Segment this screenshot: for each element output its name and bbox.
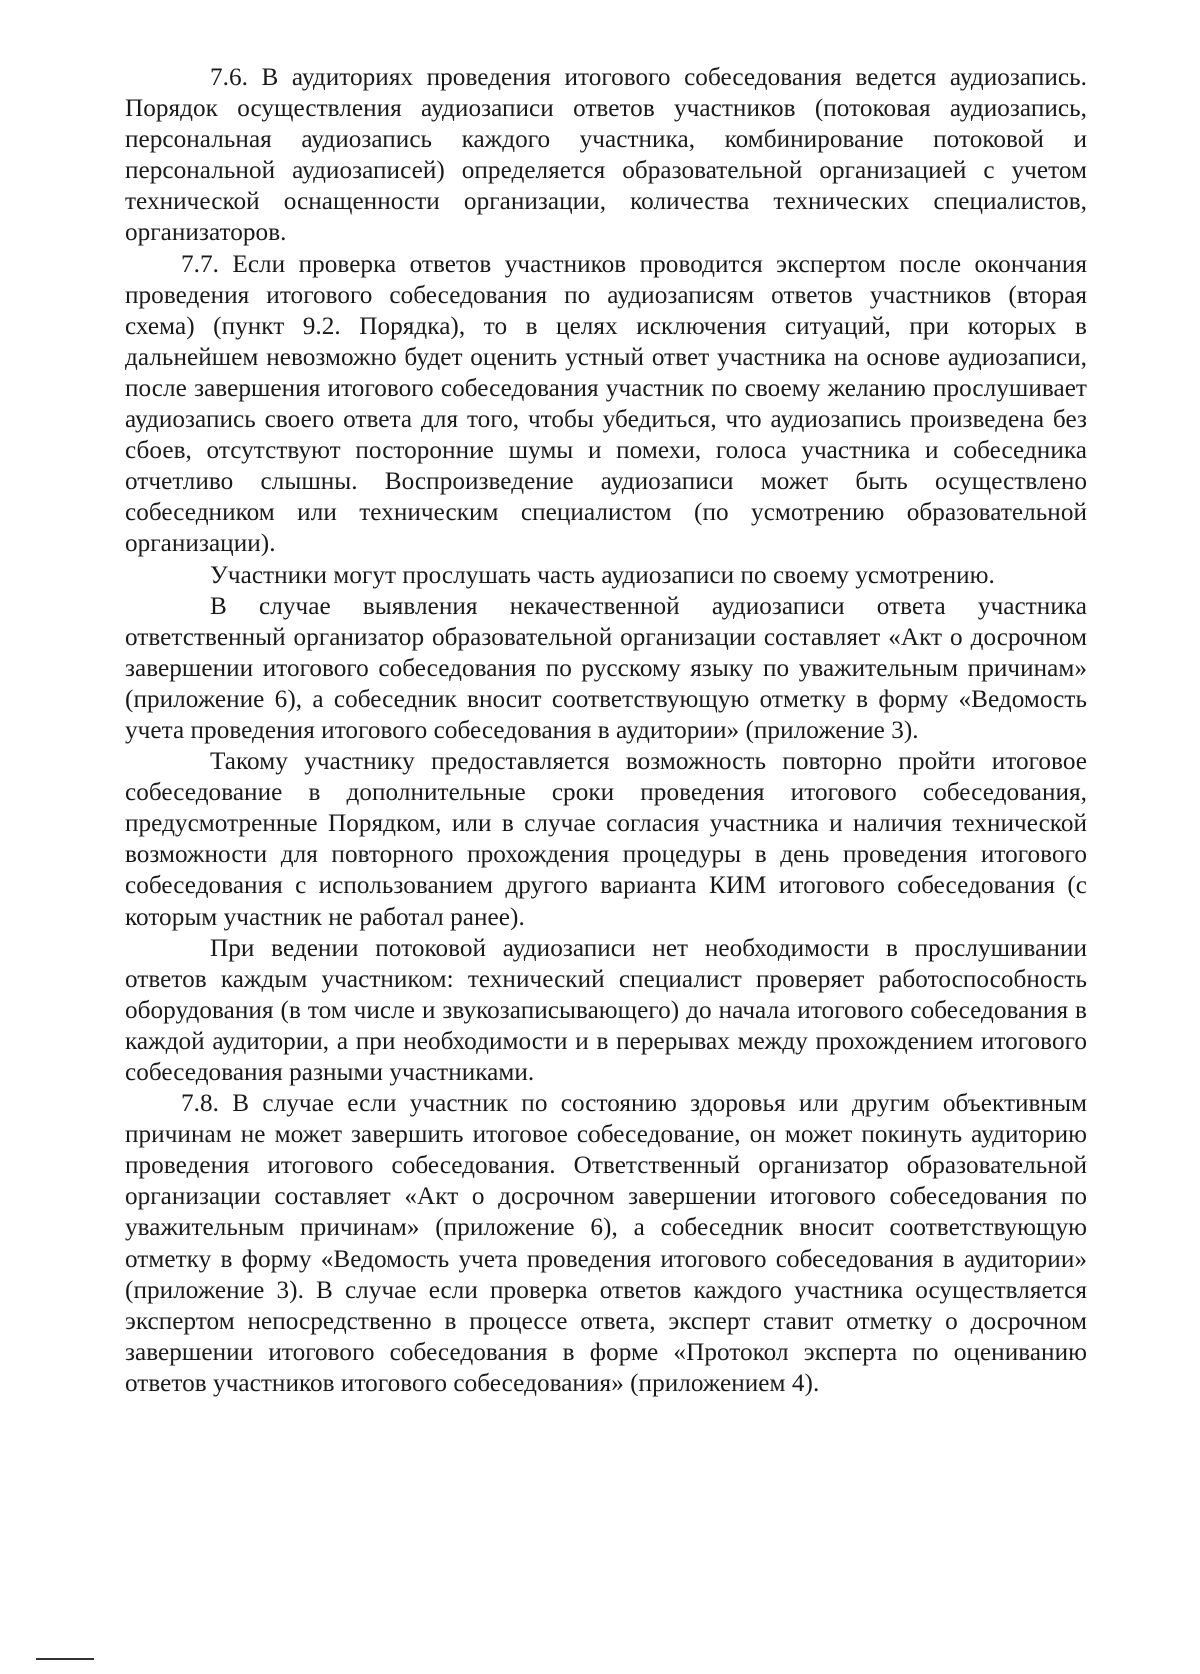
paragraph-retake: Такому участнику предоставляется возможность повторно пройти итоговое собеседование в дополнительные сроки проведения итогового собеседования, предусмотренные Порядком, или в случае согласия участника и наличия технической возможности для повторного прохождения процедуры в день проведения итогового собеседования с использованием другого варианта КИМ итогового собеседования (с которым участник не работал ранее). <box>125 748 1087 931</box>
paragraph-listen-part: Участники могут прослушать часть аудиозаписи по своему усмотрению. <box>210 561 995 589</box>
document-page <box>125 62 1087 1399</box>
footer-rule <box>36 1658 94 1660</box>
paragraph-streaming: При ведении потоковой аудиозаписи нет необходимости в прослушивании ответов каждым участником: технический специалист проверяет работоспособность оборудования (в том числе и звукозаписывающего) до начала итогового собеседования в каждой аудитории, а при необходимости и в перерывах между прохождением итогового собеседования разными участниками. <box>125 934 1087 1086</box>
paragraph-7-6: 7.6. В аудиториях проведения итогового собеседования ведется аудиозапись. Порядок осуществления аудиозаписи ответов участников (потоковая аудиозапись, персональная аудиозапись каждого участника, комбинирование потоковой и персональной аудиозаписей) определяется образовательной организацией с учетом технической оснащенности организации, количества технических специалистов, организаторов. <box>125 64 1087 247</box>
paragraph-7-7: 7.7. Если проверка ответов участников проводится экспертом после окончания проведения итогового собеседования по аудиозаписям ответов участников (вторая схема) (пункт 9.2. Порядка), то в целях исключения ситуаций, при которых в дальнейшем невозможно будет оценить устный ответ участника на основе аудиозаписи, после завершения итогового собеседования участник по своему желанию прослушивает аудиозапись своего ответа для того, чтобы убедиться, что аудиозапись произведена без сбоев, отсутствуют посторонние шумы и помехи, голоса участника и собеседника отчетливо слышны. Воспроизведение аудиозаписи может быть осуществлено собеседником или техническим специалистом (по усмотрению образовательной организации). <box>125 250 1087 558</box>
paragraph-poor-quality: В случае выявления некачественной аудиозаписи ответа участника ответственный организатор образовательной организации составляет «Акт о досрочном завершении итогового собеседования по русскому языку по уважительным причинам» (приложение 6), а собеседник вносит соответствующую отметку в форму «Ведомость учета проведения итогового собеседования в аудитории» (приложение 3). <box>125 592 1087 744</box>
paragraph-7-8: 7.8. В случае если участник по состоянию здоровья или другим объективным причинам не может завершить итоговое собеседование, он может покинуть аудиторию проведения итогового собеседования. Ответственный организатор образовательной организации составляет «Акт о досрочном завершении итогового собеседования по уважительным причинам» (приложение 6), а собеседник вносит соответствующую отметку в форму «Ведомость учета проведения итогового собеседования в аудитории» (приложение 3). В случае если проверка ответов каждого участника осуществляется экспертом непосредственно в процессе ответа, эксперт ставит отметку о досрочном завершении итогового собеседования в форме «Протокол эксперта по оцениванию ответов участников итогового собеседования» (приложением 4). <box>125 1090 1087 1397</box>
